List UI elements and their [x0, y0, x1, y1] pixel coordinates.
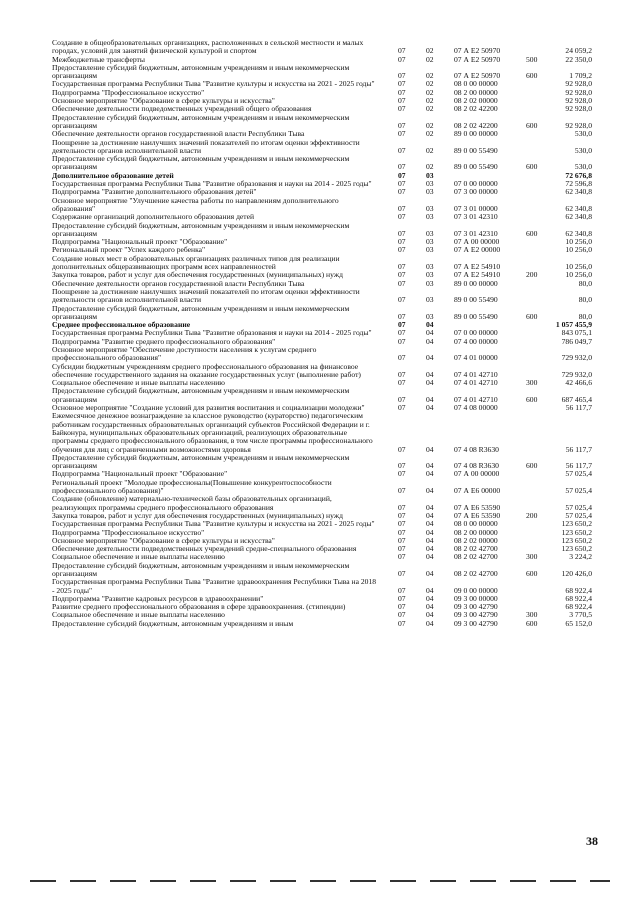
subsection-code: 03	[426, 262, 434, 272]
subsection-code: 04	[426, 444, 434, 454]
subsection-code: 03	[426, 237, 434, 247]
target-article: 07 4 00 00000	[454, 336, 498, 346]
amount: 62 340,8	[565, 212, 592, 222]
section-code: 07	[398, 394, 406, 404]
target-article: 08 2 00 00000	[454, 527, 498, 537]
table-row	[52, 222, 592, 239]
subsection-code: 02	[426, 96, 434, 106]
table-row	[52, 255, 592, 272]
section-code: 07	[398, 120, 406, 130]
row-name: Основное мероприятие "Обеспечение доступности населения к услугам среднего профессионального образования"	[52, 344, 317, 363]
section-code: 07	[398, 618, 406, 628]
target-article: 89 0 00 55490	[454, 295, 498, 305]
amount: 65 152,0	[565, 618, 592, 628]
subsection-code: 04	[426, 461, 434, 471]
row-name: Обеспечение деятельности подведомственных учреждений общего образования	[52, 104, 312, 114]
target-article: 08 2 02 42700	[454, 552, 498, 562]
section-code: 07	[398, 311, 406, 321]
row-name: Предоставление субсидий бюджетным, автономным учреждениям и иным некоммерческим организациям	[52, 62, 350, 81]
section-code: 07	[398, 228, 406, 238]
section-code: 07	[398, 278, 406, 288]
row-name: Поощрение за достижение наилучших значений показателей по итогам оценки эффективности деятельности органов исполнительной власти	[52, 137, 360, 155]
amount: 123 650,2	[561, 544, 592, 554]
target-article: 08 2 02 42700	[454, 569, 498, 578]
subsection-code: 04	[426, 486, 434, 496]
amount: 120 426,0	[561, 569, 592, 578]
table-row	[52, 578, 592, 595]
row-name: Создание новых мест в образовательных организациях различных типов для реализации дополнительных общеразвивающих программ всех направленностей	[52, 253, 340, 272]
amount: 92 928,0	[565, 79, 592, 89]
section-code: 07	[398, 378, 406, 388]
target-article: 89 0 00 55490	[454, 311, 498, 321]
amount: 123 650,2	[561, 535, 592, 545]
target-article: 08 2 02 42200	[454, 120, 498, 130]
row-name: Развитие среднего профессионального образования в сфере здравоохранения. (стипендии)	[52, 602, 346, 612]
target-article: 07 А Е2 50970	[454, 71, 501, 81]
footer-dashes	[30, 880, 610, 882]
row-name: Основное мероприятие "Создание условий для развития воспитания и социализации молодежи"	[52, 403, 365, 413]
target-article: 07 0 00 00000	[454, 179, 498, 189]
row-name: Предоставление субсидий бюджетным, автономным учреждениям и иным некоммерческим организациям	[52, 386, 350, 404]
amount: 10 256,0	[565, 262, 592, 272]
table-row	[52, 346, 592, 363]
section-code: 07	[398, 270, 406, 280]
section-code: 07	[398, 245, 406, 255]
subsection-code: 02	[426, 71, 434, 81]
target-article: 89 0 00 55490	[454, 145, 498, 155]
expense-type: 200	[526, 510, 538, 520]
subsection-code: 04	[426, 394, 434, 404]
section-code: 07	[398, 262, 406, 272]
row-name: Субсидии бюджетным учреждениям среднего профессионального образования на финансовое обеспечение государственного задания на оказание государственных услуг (выполнение работ)	[52, 361, 361, 379]
amount: 786 049,7	[561, 336, 592, 346]
target-article: 89 0 00 00000	[454, 129, 498, 139]
amount: 68 922,4	[565, 602, 592, 612]
row-name: Содержание организаций дополнительного образования детей	[52, 212, 255, 222]
target-article: 08 2 02 00000	[454, 96, 498, 106]
target-article: 89 0 00 00000	[454, 278, 498, 288]
row-name: Предоставление субсидий бюджетным, автономным учреждениям и иным некоммерческим организациям	[52, 112, 350, 130]
row-name: Основное мероприятие "Улучшение качества работы по направлениям дополнительного образования"	[52, 195, 339, 213]
amount: 123 650,2	[561, 519, 592, 529]
section-code: 07	[398, 535, 406, 545]
target-article: 07 4 08 R3630	[454, 444, 499, 454]
subsection-code: 04	[426, 369, 434, 379]
subsection-code: 02	[426, 120, 434, 130]
target-article: 08 2 02 42200	[454, 104, 498, 114]
expense-type: 600	[526, 120, 538, 130]
subsection-code: 02	[426, 162, 434, 172]
row-name: Ежемесячное денежное вознаграждение за классное руководство (кураторство) педагогическим работникам государственных образовательных организаций субъектов Российской Федерации и г. Байконура, муниципальных образовательных организаций, реализующих образовательные программы среднего профессионального образования, в том числе программы профессионального обучения для лиц с ограниченными возможностями здоровья	[52, 411, 373, 454]
section-code: 07	[398, 610, 406, 620]
section-code: 07	[398, 71, 406, 81]
target-article: 07 0 00 00000	[454, 328, 498, 338]
row-name: Создание (обновление) материально-технической базы образовательных организаций, реализующих программы среднего профессионального образования	[52, 494, 332, 512]
target-article: 07 А Е2 50970	[454, 46, 501, 56]
amount: 68 922,4	[565, 585, 592, 595]
section-code: 07	[398, 510, 406, 520]
section-code: 07	[398, 461, 406, 471]
target-article: 07 4 08 00000	[454, 403, 498, 413]
amount: 24 059,2	[565, 46, 592, 56]
amount: 80,0	[578, 278, 592, 288]
expense-type: 600	[526, 461, 538, 471]
row-name: Подпрограмма "Профессиональное искусство"	[52, 87, 205, 97]
table-row	[52, 114, 592, 131]
expense-type: 500	[526, 54, 538, 64]
amount: 57 025,4	[565, 469, 592, 479]
subsection-code: 04	[426, 510, 434, 520]
section-code: 07	[398, 519, 406, 529]
amount: 92 928,0	[565, 87, 592, 97]
target-article: 09 3 00 00000	[454, 593, 498, 603]
target-article: 08 2 02 42700	[454, 544, 498, 554]
target-article: 07 А Е6 53590	[454, 510, 501, 520]
subsection-code: 03	[426, 170, 434, 180]
target-article: 09 3 00 42790	[454, 610, 498, 620]
amount: 80,0	[578, 311, 592, 321]
target-article: 07 А Е2 50970	[454, 54, 501, 64]
subsection-code: 03	[426, 212, 434, 222]
table-row	[52, 288, 592, 305]
expense-type: 600	[526, 311, 538, 321]
amount: 42 466,6	[565, 378, 592, 388]
subsection-code: 04	[426, 403, 434, 413]
row-name: Государственная программа Республики Тыва "Развитие культуры и искусства на 2021 - 2025 годы"	[52, 79, 375, 89]
amount: 62 340,8	[565, 228, 592, 238]
target-article: 07 4 01 42710	[454, 378, 498, 388]
amount: 57 025,4	[565, 510, 592, 520]
amount: 92 928,0	[565, 96, 592, 106]
table-row	[52, 64, 592, 81]
row-name: Подпрограмма "Национальный проект "Образование"	[52, 469, 228, 479]
section-code: 07	[398, 353, 406, 363]
row-name: Социальное обеспечение и иные выплаты населению	[52, 552, 225, 562]
target-article: 07 3 00 00000	[454, 187, 498, 197]
target-article: 09 3 00 42790	[454, 618, 498, 628]
expense-type: 300	[526, 378, 538, 388]
section-code: 07	[398, 593, 406, 603]
target-article: 08 0 00 00000	[454, 79, 498, 89]
section-code: 07	[398, 544, 406, 554]
row-name: Дополнительное образование детей	[52, 170, 174, 180]
table-row	[52, 363, 592, 380]
expense-type: 600	[526, 394, 538, 404]
target-article: 07 А Е6 53590	[454, 502, 501, 512]
row-name: Закупка товаров, работ и услуг для обеспечения государственных (муниципальных) нужд	[52, 510, 343, 520]
amount: 530,0	[574, 129, 592, 139]
amount: 530,0	[574, 162, 592, 172]
amount: 10 256,0	[565, 270, 592, 280]
subsection-code: 04	[426, 328, 434, 338]
subsection-code: 04	[426, 610, 434, 620]
subsection-code: 03	[426, 295, 434, 305]
section-code: 07	[398, 328, 406, 338]
target-article: 08 0 00 00000	[454, 519, 498, 529]
amount: 22 350,0	[565, 54, 592, 64]
amount: 56 117,7	[565, 444, 592, 454]
target-article: 08 2 02 00000	[454, 535, 498, 545]
row-name: Основное мероприятие "Образование в сфере культуры и искусства"	[52, 535, 275, 545]
subsection-code: 02	[426, 54, 434, 64]
amount: 80,0	[578, 295, 592, 305]
amount: 92 928,0	[565, 120, 592, 130]
row-name: Подпрограмма "Развитие кадровых ресурсов в здравоохранении"	[52, 593, 264, 603]
section-code: 07	[398, 469, 406, 479]
section-code: 07	[398, 527, 406, 537]
row-name: Государственная программа Республики Тыва "Развитие здравоохранения Республики Тыва на 2018 - 2025 годы"	[52, 577, 377, 595]
subsection-code: 02	[426, 87, 434, 97]
target-article: 07 4 01 00000	[454, 353, 498, 363]
row-name: Поощрение за достижение наилучших значений показателей по итогам оценки эффективности деятельности органов исполнительной власти	[52, 286, 360, 305]
section-code: 07	[398, 87, 406, 97]
amount: 62 340,8	[565, 187, 592, 197]
amount: 729 932,0	[561, 353, 592, 363]
target-article: 07 4 01 42710	[454, 394, 498, 404]
row-name: Подпрограмма "Профессиональное искусство"	[52, 527, 205, 537]
row-name: Среднее профессиональное образование	[52, 320, 191, 330]
expense-type: 600	[526, 618, 538, 628]
target-article: 09 0 00 00000	[454, 585, 498, 595]
section-code: 07	[398, 203, 406, 213]
target-article: 09 3 00 42790	[454, 602, 498, 612]
row-name: Создание в общеобразовательных организациях, расположенных в сельской местности и малых городах, условий для занятий физической культурой и спортом	[52, 38, 364, 56]
section-code: 07	[398, 295, 406, 305]
amount: 843 075,1	[561, 328, 592, 338]
amount: 3 224,2	[569, 552, 592, 562]
subsection-code: 03	[426, 278, 434, 288]
subsection-code: 03	[426, 311, 434, 321]
subsection-code: 02	[426, 129, 434, 139]
target-article: 89 0 00 55490	[454, 162, 498, 172]
target-article: 07 3 01 42310	[454, 212, 498, 222]
amount: 10 256,0	[565, 245, 592, 255]
section-code: 07	[398, 79, 406, 89]
amount: 62 340,8	[565, 203, 592, 213]
amount: 72 676,8	[565, 170, 592, 180]
section-code: 07	[398, 486, 406, 496]
subsection-code: 04	[426, 336, 434, 346]
section-code: 07	[398, 187, 406, 197]
section-code: 07	[398, 602, 406, 612]
table-row	[52, 197, 592, 214]
subsection-code: 04	[426, 552, 434, 562]
subsection-code: 04	[426, 569, 434, 578]
row-name: Региональный проект "Успех каждого ребенка"	[52, 245, 206, 255]
amount: 68 922,4	[565, 593, 592, 603]
amount: 56 117,7	[565, 403, 592, 413]
target-article: 07 А Е2 54910	[454, 270, 501, 280]
table-row	[52, 562, 592, 579]
section-code: 07	[398, 96, 406, 106]
amount: 56 117,7	[565, 461, 592, 471]
amount: 3 770,5	[569, 610, 592, 620]
expense-type: 200	[526, 270, 538, 280]
target-article: 07 А Е2 54910	[454, 262, 501, 272]
row-name: Подпрограмма "Национальный проект "Образование"	[52, 237, 228, 247]
expense-type: 600	[526, 569, 538, 578]
row-name: Государственная программа Республики Тыва "Развитие культуры и искусства на 2021 - 2025 годы"	[52, 519, 375, 529]
subsection-code: 04	[426, 602, 434, 612]
section-code: 07	[398, 552, 406, 562]
subsection-code: 04	[426, 378, 434, 388]
target-article: 07 4 01 42710	[454, 369, 498, 379]
subsection-code: 02	[426, 46, 434, 56]
amount: 1 709,2	[569, 71, 592, 81]
row-name: Подпрограмма "Развитие среднего профессионального образования"	[52, 336, 276, 346]
table-row	[52, 305, 592, 322]
section-code: 07	[398, 320, 406, 330]
amount: 72 596,8	[565, 179, 592, 189]
target-article: 08 2 00 00000	[454, 87, 498, 97]
amount: 92 928,0	[565, 104, 592, 114]
subsection-code: 04	[426, 469, 434, 479]
table-row	[52, 620, 592, 628]
amount: 57 025,4	[565, 502, 592, 512]
table-row	[52, 495, 592, 512]
row-name: Обеспечение деятельности подведомственных учреждений средне-специального образования	[52, 544, 357, 554]
amount: 729 932,0	[561, 369, 592, 379]
expense-type: 300	[526, 552, 538, 562]
expense-type: 600	[526, 71, 538, 81]
target-article: 07 А 00 00000	[454, 237, 500, 247]
row-name: Межбюджетные трансферты	[52, 54, 145, 64]
row-name: Предоставление субсидий бюджетным, автономным учреждениям и иным некоммерческим организациям	[52, 560, 350, 578]
row-name: Социальное обеспечение и иные выплаты населению	[52, 378, 225, 388]
row-name: Региональный проект "Молодые профессионалы(Повышение конкурентоспособности профессионального образования)"	[52, 477, 332, 496]
section-code: 07	[398, 502, 406, 512]
target-article: 07 3 01 42310	[454, 228, 498, 238]
subsection-code: 03	[426, 203, 434, 213]
row-name: Закупка товаров, работ и услуг для обеспечения государственных (муниципальных) нужд	[52, 270, 343, 280]
row-name: Государственная программа Республики Тыва "Развитие образования и науки на 2014 - 2025 годы"	[52, 328, 372, 338]
section-code: 07	[398, 162, 406, 172]
amount: 57 025,4	[565, 486, 592, 496]
subsection-code: 04	[426, 535, 434, 545]
subsection-code: 04	[426, 353, 434, 363]
section-code: 07	[398, 369, 406, 379]
subsection-code: 02	[426, 145, 434, 155]
section-code: 07	[398, 145, 406, 155]
subsection-code: 03	[426, 228, 434, 238]
table-row	[52, 139, 592, 156]
subsection-code: 03	[426, 179, 434, 189]
section-code: 07	[398, 585, 406, 595]
subsection-code: 04	[426, 544, 434, 554]
subsection-code: 03	[426, 270, 434, 280]
row-name: Предоставление субсидий бюджетным, автономным учреждениям и иным	[52, 618, 294, 628]
expense-type: 600	[526, 228, 538, 238]
section-code: 07	[398, 212, 406, 222]
section-code: 07	[398, 444, 406, 454]
subsection-code: 04	[426, 320, 434, 330]
amount: 1 057 455,9	[555, 320, 592, 330]
table-row	[52, 479, 592, 496]
section-code: 07	[398, 336, 406, 346]
expense-type: 300	[526, 610, 538, 620]
subsection-code: 04	[426, 585, 434, 595]
section-code: 07	[398, 237, 406, 247]
row-name: Предоставление субсидий бюджетным, автономным учреждениям и иным некоммерческим организациям	[52, 220, 350, 238]
subsection-code: 03	[426, 187, 434, 197]
row-name: Социальное обеспечение и иные выплаты населению	[52, 610, 225, 620]
section-code: 07	[398, 46, 406, 56]
row-name: Предоставление субсидий бюджетным, автономным учреждениям и иным некоммерческим организациям	[52, 452, 350, 471]
amount: 10 256,0	[565, 237, 592, 247]
section-code: 07	[398, 129, 406, 139]
amount: 687 465,4	[561, 394, 592, 404]
section-code: 07	[398, 569, 406, 578]
budget-table	[52, 39, 592, 628]
subsection-code: 04	[426, 527, 434, 537]
table-row	[52, 39, 592, 56]
row-name: Основное мероприятие "Образование в сфере культуры и искусства"	[52, 96, 275, 106]
row-name: Обеспечение деятельности органов государственной власти Республики Тыва	[52, 278, 305, 288]
row-name: Обеспечение деятельности органов государственной власти Республики Тыва	[52, 129, 305, 139]
section-code: 07	[398, 54, 406, 64]
table-row	[52, 454, 592, 471]
subsection-code: 04	[426, 502, 434, 512]
target-article: 07 А Е2 00000	[454, 245, 501, 255]
target-article: 07 А 00 00000	[454, 469, 500, 479]
row-name: Предоставление субсидий бюджетным, автономным учреждениям и иным некоммерческим организациям	[52, 154, 350, 172]
table-row	[52, 155, 592, 172]
row-name: Государственная программа Республики Тыва "Развитие образования и науки на 2014 - 2025 годы"	[52, 179, 372, 189]
row-name: Подпрограмма "Развитие дополнительного образования детей"	[52, 187, 257, 197]
subsection-code: 02	[426, 104, 434, 114]
target-article: 07 А Е6 00000	[454, 486, 501, 496]
subsection-code: 04	[426, 618, 434, 628]
subsection-code: 04	[426, 519, 434, 529]
target-article: 07 4 08 R3630	[454, 461, 499, 471]
table-row	[52, 387, 592, 404]
subsection-code: 04	[426, 593, 434, 603]
amount: 530,0	[574, 145, 592, 155]
row-name: Предоставление субсидий бюджетным, автономным учреждениям и иным некоммерческим организациям	[52, 303, 350, 321]
table-row	[52, 412, 592, 453]
subsection-code: 03	[426, 245, 434, 255]
section-code: 07	[398, 170, 406, 180]
section-code: 07	[398, 179, 406, 189]
amount: 123 650,2	[561, 527, 592, 537]
subsection-code: 02	[426, 79, 434, 89]
expense-type: 600	[526, 162, 538, 172]
page-number: 38	[586, 834, 598, 848]
target-article: 07 3 01 00000	[454, 203, 498, 213]
section-code: 07	[398, 104, 406, 114]
section-code: 07	[398, 403, 406, 413]
